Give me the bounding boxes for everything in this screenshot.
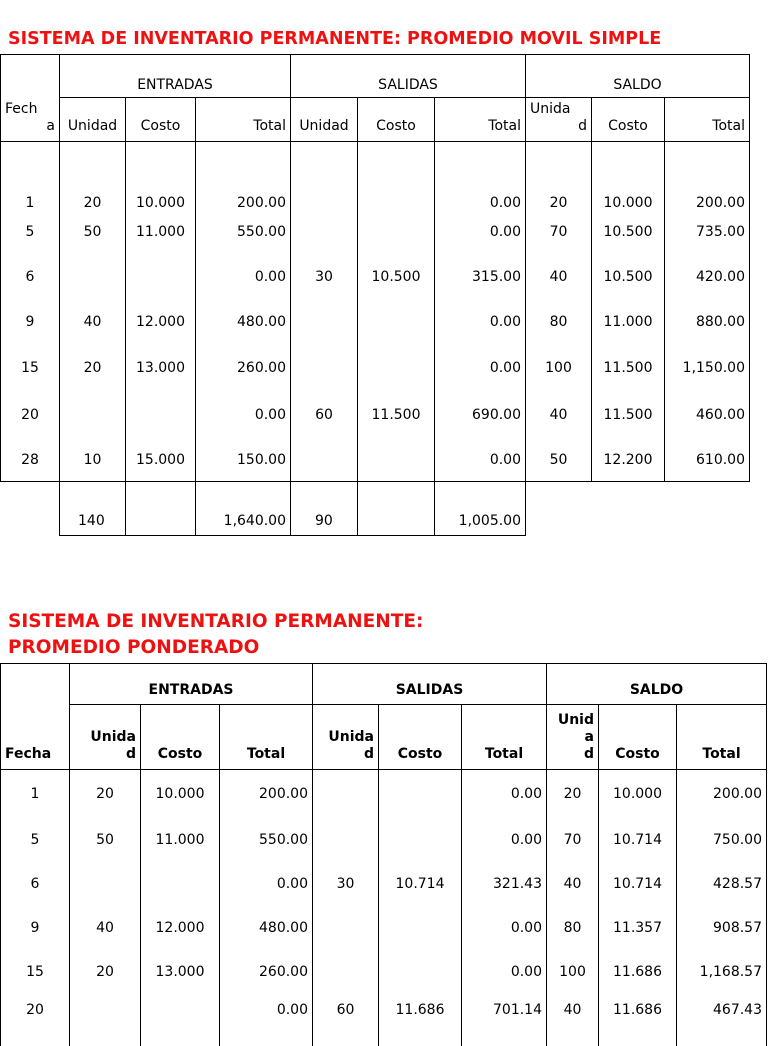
table-cell: 10.714 bbox=[599, 818, 677, 862]
totals-row bbox=[1, 482, 750, 536]
fecha-header-top bbox=[1, 55, 60, 98]
header-e-total: Total bbox=[220, 705, 313, 770]
table-cell: 0.00 bbox=[435, 156, 526, 211]
table-cell: 50 bbox=[60, 211, 126, 254]
totals-cell bbox=[358, 482, 435, 536]
table-cell: 10.000 bbox=[599, 770, 677, 818]
header-text-line: a bbox=[46, 118, 55, 134]
table-cell: 0.00 bbox=[435, 211, 526, 254]
header-text-line: Fech bbox=[5, 101, 38, 117]
table-cell: 10.500 bbox=[358, 254, 435, 301]
table-row bbox=[1, 950, 767, 994]
table-cell: 40 bbox=[60, 301, 126, 344]
table-cell: 20 bbox=[60, 156, 126, 211]
header-text-line: d bbox=[578, 118, 587, 134]
table-cell: 15 bbox=[1, 344, 60, 392]
table-cell: 0.00 bbox=[435, 439, 526, 482]
table-cell: 70 bbox=[526, 211, 592, 254]
table-cell: 550.00 bbox=[220, 818, 313, 862]
table-cell bbox=[313, 770, 379, 818]
table-cell: 0.00 bbox=[462, 906, 547, 950]
table-cell: 0.00 bbox=[462, 950, 547, 994]
header-b-costo: Costo bbox=[599, 705, 677, 770]
table-cell: 20 bbox=[1, 392, 60, 439]
table-cell: 40 bbox=[526, 254, 592, 301]
table-cell: 420.00 bbox=[665, 254, 750, 301]
table-cell: 6 bbox=[1, 254, 60, 301]
table-cell: 12.200 bbox=[592, 439, 665, 482]
group-entradas: ENTRADAS bbox=[70, 664, 313, 705]
totals-cell: 1,005.00 bbox=[435, 482, 526, 536]
header-text-line: Unid bbox=[557, 712, 594, 728]
table-cell: 11.686 bbox=[599, 994, 677, 1046]
table-promedio-ponderado bbox=[0, 663, 767, 1046]
header-e-total: Total bbox=[196, 98, 291, 142]
table-cell: 80 bbox=[526, 301, 592, 344]
table-cell: 11.686 bbox=[379, 994, 462, 1046]
table-cell: 480.00 bbox=[196, 301, 291, 344]
header-s-costo: Costo bbox=[379, 705, 462, 770]
table-row bbox=[1, 156, 750, 211]
table-cell: 60 bbox=[313, 994, 379, 1046]
table-cell: 1,168.57 bbox=[677, 950, 767, 994]
table-cell: 315.00 bbox=[435, 254, 526, 301]
table-cell: 701.14 bbox=[462, 994, 547, 1046]
table-cell: 40 bbox=[547, 994, 599, 1046]
table-cell: 0.00 bbox=[196, 254, 291, 301]
table-row bbox=[1, 392, 750, 439]
header-b-unidad bbox=[547, 705, 599, 770]
table-cell: 0.00 bbox=[435, 301, 526, 344]
table-cell: 0.00 bbox=[462, 818, 547, 862]
table-cell: 10.714 bbox=[599, 862, 677, 906]
table-cell bbox=[126, 392, 196, 439]
title-promedio-movil: SISTEMA DE INVENTARIO PERMANENTE: PROMEDIO MOVIL SIMPLE bbox=[8, 29, 662, 49]
table-cell bbox=[291, 211, 358, 254]
table-cell: 750.00 bbox=[677, 818, 767, 862]
table-cell: 9 bbox=[1, 906, 70, 950]
table-cell: 10.500 bbox=[592, 211, 665, 254]
table-cell bbox=[313, 906, 379, 950]
table-cell: 20 bbox=[1, 994, 70, 1046]
table-cell: 50 bbox=[526, 439, 592, 482]
table-cell: 5 bbox=[1, 211, 60, 254]
header-b-costo: Costo bbox=[592, 98, 665, 142]
table-cell: 200.00 bbox=[677, 770, 767, 818]
header-e-costo: Costo bbox=[126, 98, 196, 142]
table-cell: 480.00 bbox=[220, 906, 313, 950]
table-cell: 20 bbox=[60, 344, 126, 392]
title-promedio-ponderado bbox=[8, 609, 423, 661]
table-row bbox=[1, 994, 767, 1046]
table-cell: 200.00 bbox=[196, 156, 291, 211]
table-cell: 80 bbox=[547, 906, 599, 950]
table-cell bbox=[60, 254, 126, 301]
header-text-line: d bbox=[363, 746, 374, 762]
table-cell: 10.500 bbox=[592, 254, 665, 301]
table-cell: 200.00 bbox=[665, 156, 750, 211]
fecha-header: Fecha bbox=[1, 705, 70, 770]
table-cell bbox=[358, 211, 435, 254]
table-cell: 10.000 bbox=[592, 156, 665, 211]
table-cell: 10.714 bbox=[379, 862, 462, 906]
table-cell: 11.000 bbox=[126, 211, 196, 254]
table-cell: 30 bbox=[291, 254, 358, 301]
table-cell: 11.000 bbox=[141, 818, 220, 862]
table-cell: 1 bbox=[1, 156, 60, 211]
header-text-line: Unida bbox=[328, 729, 374, 745]
table-cell: 40 bbox=[547, 862, 599, 906]
totals-empty bbox=[665, 482, 750, 536]
header-text-line: a bbox=[584, 729, 594, 745]
totals-cell: 1,640.00 bbox=[196, 482, 291, 536]
table-cell: 428.57 bbox=[677, 862, 767, 906]
table-cell: 11.686 bbox=[599, 950, 677, 994]
table-cell: 9 bbox=[1, 301, 60, 344]
table-cell: 28 bbox=[1, 439, 60, 482]
table-cell: 735.00 bbox=[665, 211, 750, 254]
table-cell: 880.00 bbox=[665, 301, 750, 344]
table-cell: 100 bbox=[547, 950, 599, 994]
table-row bbox=[1, 439, 750, 482]
header-s-total: Total bbox=[435, 98, 526, 142]
group-salidas: SALIDAS bbox=[313, 664, 547, 705]
header-s-unidad: Unidad bbox=[291, 98, 358, 142]
header-text-line: Unida bbox=[530, 101, 571, 117]
table-cell bbox=[141, 994, 220, 1046]
table-cell: 100 bbox=[526, 344, 592, 392]
table-cell: 10.000 bbox=[141, 770, 220, 818]
table-cell bbox=[358, 301, 435, 344]
table-cell bbox=[358, 344, 435, 392]
table-cell: 321.43 bbox=[462, 862, 547, 906]
header-s-total: Total bbox=[462, 705, 547, 770]
table-cell: 1 bbox=[1, 770, 70, 818]
table-cell: 11.357 bbox=[599, 906, 677, 950]
table-cell: 20 bbox=[70, 950, 141, 994]
table-cell: 467.43 bbox=[677, 994, 767, 1046]
table-cell: 20 bbox=[70, 770, 141, 818]
header-e-unidad: Unidad bbox=[60, 98, 126, 142]
table-cell bbox=[291, 301, 358, 344]
table-cell bbox=[379, 770, 462, 818]
fecha-header-top bbox=[1, 664, 70, 705]
table-cell: 20 bbox=[547, 770, 599, 818]
table-row bbox=[1, 818, 767, 862]
table-row bbox=[1, 344, 750, 392]
table-cell: 260.00 bbox=[196, 344, 291, 392]
table-cell: 60 bbox=[291, 392, 358, 439]
table-cell bbox=[70, 862, 141, 906]
table-cell: 70 bbox=[547, 818, 599, 862]
table-cell: 15 bbox=[1, 950, 70, 994]
table-cell bbox=[313, 818, 379, 862]
table-cell: 150.00 bbox=[196, 439, 291, 482]
table-cell: 0.00 bbox=[462, 770, 547, 818]
table-cell: 10 bbox=[60, 439, 126, 482]
table-cell: 908.57 bbox=[677, 906, 767, 950]
header-e-costo: Costo bbox=[141, 705, 220, 770]
totals-empty bbox=[1, 482, 60, 536]
table-cell bbox=[141, 862, 220, 906]
header-text-line: Unida bbox=[90, 729, 136, 745]
table-row bbox=[1, 254, 750, 301]
table-cell: 12.000 bbox=[126, 301, 196, 344]
table-cell bbox=[379, 818, 462, 862]
header-b-unidad bbox=[526, 98, 592, 142]
table-cell bbox=[379, 950, 462, 994]
table-cell: 6 bbox=[1, 862, 70, 906]
table-cell: 11.500 bbox=[592, 344, 665, 392]
group-salidas: SALIDAS bbox=[291, 55, 526, 98]
table-cell bbox=[291, 439, 358, 482]
header-s-costo: Costo bbox=[358, 98, 435, 142]
table-cell: 13.000 bbox=[126, 344, 196, 392]
table-row bbox=[1, 862, 767, 906]
table-cell: 460.00 bbox=[665, 392, 750, 439]
table-cell: 0.00 bbox=[435, 344, 526, 392]
table-cell: 11.500 bbox=[358, 392, 435, 439]
totals-empty bbox=[526, 482, 592, 536]
totals-empty bbox=[592, 482, 665, 536]
table-row bbox=[1, 211, 750, 254]
table-cell: 1,150.00 bbox=[665, 344, 750, 392]
table-cell bbox=[358, 156, 435, 211]
header-b-total: Total bbox=[677, 705, 767, 770]
table-cell bbox=[126, 254, 196, 301]
group-saldo: SALDO bbox=[526, 55, 750, 98]
table-cell bbox=[60, 392, 126, 439]
header-e-unidad bbox=[70, 705, 141, 770]
header-s-unidad bbox=[313, 705, 379, 770]
group-entradas: ENTRADAS bbox=[60, 55, 291, 98]
header-text-line: d bbox=[583, 746, 594, 762]
table-cell: 11.000 bbox=[592, 301, 665, 344]
header-b-total: Total bbox=[665, 98, 750, 142]
table-cell bbox=[291, 156, 358, 211]
table-cell bbox=[70, 994, 141, 1046]
table-promedio-movil bbox=[0, 54, 750, 536]
table-cell: 40 bbox=[70, 906, 141, 950]
table-row bbox=[1, 301, 750, 344]
table-cell: 5 bbox=[1, 818, 70, 862]
table-row bbox=[1, 906, 767, 950]
table-cell: 30 bbox=[313, 862, 379, 906]
table-cell bbox=[358, 439, 435, 482]
table-cell: 20 bbox=[526, 156, 592, 211]
table-cell: 0.00 bbox=[220, 994, 313, 1046]
fecha-header bbox=[1, 98, 60, 142]
table-cell: 690.00 bbox=[435, 392, 526, 439]
table-row bbox=[1, 770, 767, 818]
table-cell: 40 bbox=[526, 392, 592, 439]
table-cell: 12.000 bbox=[141, 906, 220, 950]
table-cell: 50 bbox=[70, 818, 141, 862]
table-cell: 200.00 bbox=[220, 770, 313, 818]
totals-cell: 90 bbox=[291, 482, 358, 536]
table-cell: 550.00 bbox=[196, 211, 291, 254]
title-line-1: SISTEMA DE INVENTARIO PERMANENTE: bbox=[8, 611, 424, 632]
table-cell: 610.00 bbox=[665, 439, 750, 482]
title-line-2: PROMEDIO PONDERADO bbox=[8, 637, 260, 658]
spacer-row bbox=[1, 142, 750, 156]
table-cell: 13.000 bbox=[141, 950, 220, 994]
totals-cell: 140 bbox=[60, 482, 126, 536]
table-cell bbox=[291, 344, 358, 392]
totals-cell bbox=[126, 482, 196, 536]
header-text-line: d bbox=[125, 746, 136, 762]
table-cell: 260.00 bbox=[220, 950, 313, 994]
table-cell: 10.000 bbox=[126, 156, 196, 211]
table-cell: 0.00 bbox=[220, 862, 313, 906]
table-cell: 15.000 bbox=[126, 439, 196, 482]
group-saldo: SALDO bbox=[547, 664, 767, 705]
table-cell: 0.00 bbox=[196, 392, 291, 439]
table-cell: 11.500 bbox=[592, 392, 665, 439]
table-cell bbox=[379, 906, 462, 950]
table-cell bbox=[313, 950, 379, 994]
